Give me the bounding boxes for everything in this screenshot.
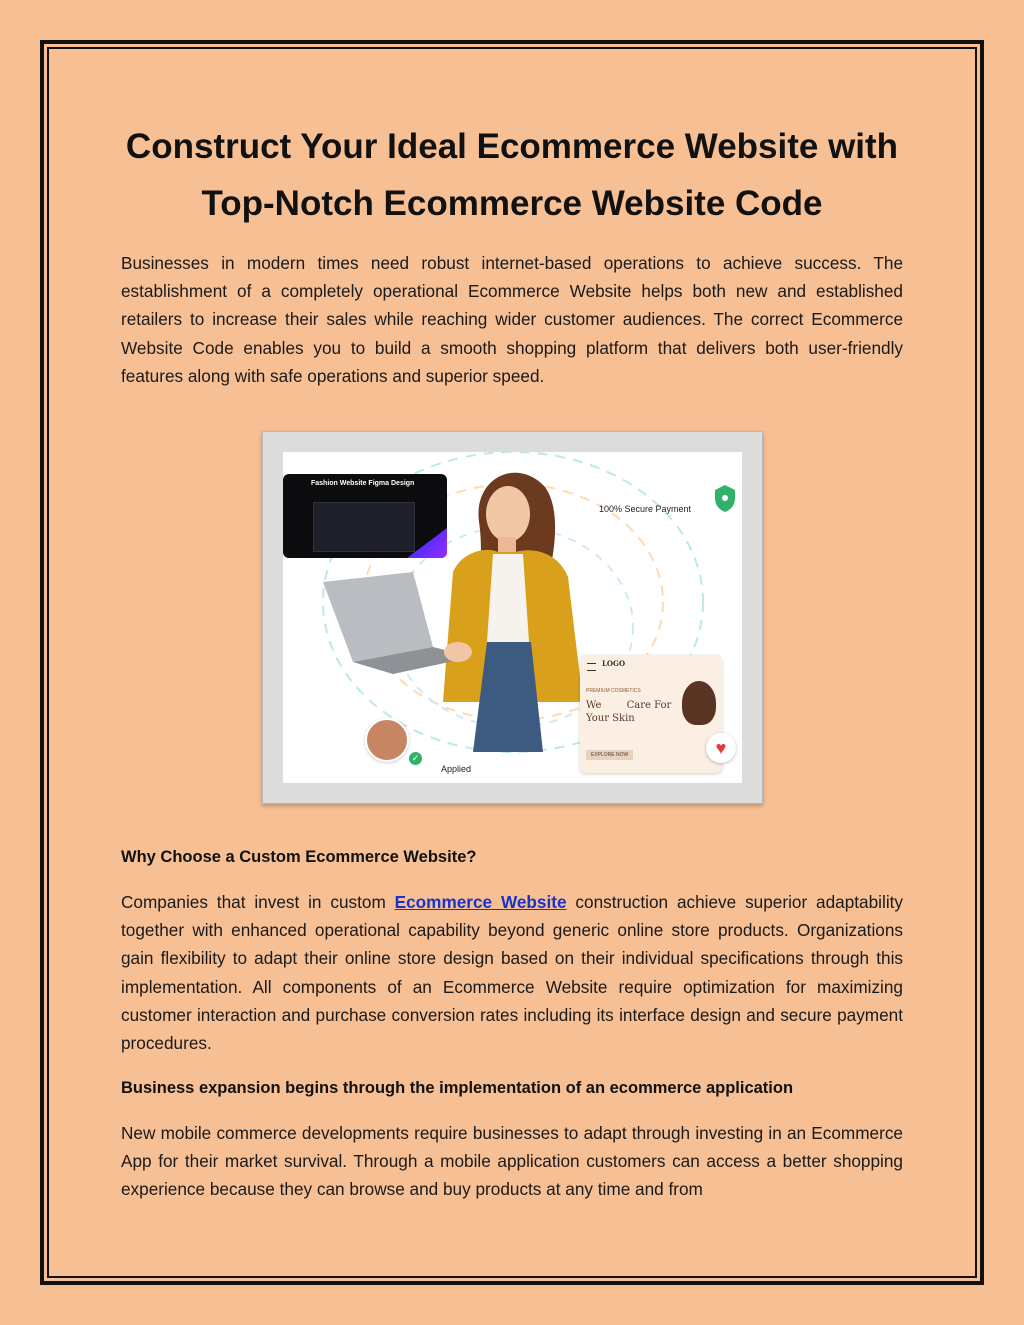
applicant-avatar: [365, 718, 409, 762]
title-line-1: Construct Your Ideal Ecommerce Website with: [125, 127, 899, 166]
illustration-canvas: [283, 452, 742, 783]
section-paragraph-app-expansion: New mobile commerce developments require businesses to adapt through investing in an Ecommerce App for their market survival. Through a mobile application customers can access a better shopping experience because they can browse and buy products at any time and from: [121, 1123, 903, 1200]
title-line-2: Top-Notch Ecommerce Website Code: [201, 184, 823, 223]
page-title: [100, 118, 924, 232]
headline-part-2: Care For: [626, 700, 672, 711]
figma-card-preview: [313, 502, 415, 552]
paragraph-text-before: Companies that invest in custom: [121, 892, 395, 912]
cosmetics-logo: LOGO: [602, 659, 626, 668]
check-icon: ✓: [409, 752, 422, 765]
figma-design-card: [283, 474, 447, 558]
paragraph-text-after: construction achieve superior adaptability together with enhanced operational capability beyond generic online store products. Organizations gain flexibility to adapt their online store design based on their individual specifications through this implementation. All components of an Ecommerce Website require optimization for maximizing customer interaction and purchase conversion rates including its interface design and secure payment procedures.: [121, 892, 904, 1054]
intro-paragraph: Businesses in modern times need robust internet-based operations to achieve success. The establishment of a completely operational Ecommerce Website helps both new and established retailers to increase their sales while reaching wider customer audiences. The correct Ecommerce Website Code enables you to build a smooth shopping platform that delivers both user-friendly features along with safe operations and superior speed.: [121, 253, 903, 386]
heart-icon: ♥: [706, 733, 736, 763]
figma-card-title: Fashion Website Figma Design: [311, 480, 415, 487]
secure-payment-label: 100% Secure Payment: [599, 504, 692, 514]
section-heading-why-custom: Why Choose a Custom Ecommerce Website?: [121, 848, 477, 866]
headline-part-1: We: [586, 700, 602, 711]
hero-illustration: [262, 431, 763, 804]
model-avatar: [682, 681, 716, 725]
applied-label: Applied: [441, 764, 472, 774]
cosmetics-headline: [586, 699, 671, 725]
cosmetics-card: [580, 655, 722, 773]
section-paragraph-why-custom: [121, 888, 903, 1057]
cosmetics-tagline: PREMIUM COSMETICS: [586, 688, 641, 694]
section-heading-app-expansion: Business expansion begins through the implementation of an ecommerce application: [121, 1079, 794, 1097]
headline-part-3: Your Skin: [586, 713, 635, 724]
ecommerce-website-link[interactable]: Ecommerce Website: [394, 892, 567, 912]
menu-icon: [587, 663, 596, 671]
cosmetics-cta-button: EXPLORE NOW: [586, 750, 633, 760]
